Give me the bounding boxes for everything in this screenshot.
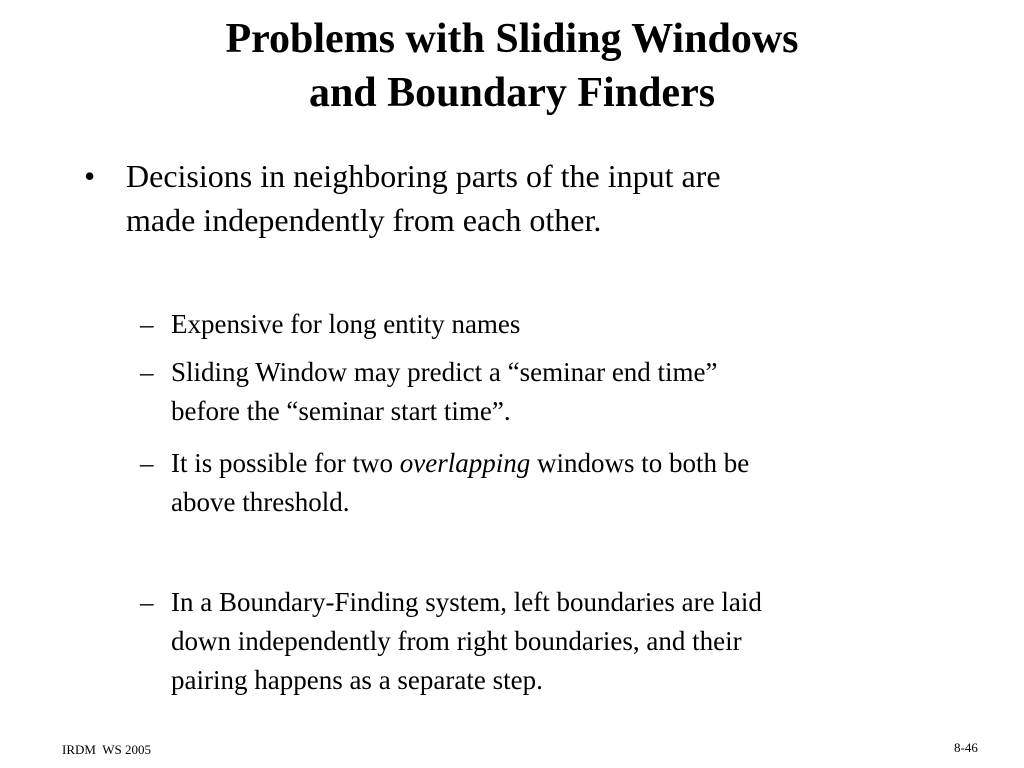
sub-item-text: In a Boundary-Finding system, left boundaries are laid [171, 587, 762, 617]
dash-icon: – [140, 357, 154, 387]
dash-icon: – [140, 448, 154, 478]
sub-item-text: before the “seminar start time”. [171, 396, 511, 426]
bullet-text-line-1: Decisions in neighboring parts of the input are [126, 158, 721, 194]
emphasis-overlapping: overlapping [399, 448, 531, 478]
dash-icon: – [140, 587, 154, 617]
sub-item-boundary-finding [140, 583, 940, 700]
sub-item-text: down independently from right boundaries, and their [171, 626, 742, 656]
title-line-1: Problems with Sliding Windows [225, 16, 799, 62]
page-number: 8-46 [954, 740, 978, 755]
footer-course-label: IRDM WS 2005 [62, 742, 151, 757]
title-line-2: and Boundary Finders [308, 70, 716, 116]
sub-item-sliding-window [140, 353, 940, 431]
sub-item-text-pre: It is possible for two [171, 448, 400, 478]
sub-item-text: Expensive for long entity names [171, 309, 521, 339]
sub-item-text: above threshold. [171, 487, 350, 517]
sub-item-text-post: windows to both be [530, 448, 750, 478]
dash-icon: – [140, 309, 154, 339]
bullet-text-line-2: made independently from each other. [126, 202, 602, 238]
sub-item-expensive [140, 305, 940, 344]
sub-item-text: pairing happens as a separate step. [171, 665, 543, 695]
bullet-icon: • [84, 158, 96, 194]
slide-title [0, 12, 1024, 120]
sub-item-overlapping [140, 444, 940, 522]
sub-item-text [171, 444, 940, 483]
main-bullet [84, 154, 884, 242]
sub-item-text: Sliding Window may predict a “seminar end time” [171, 357, 718, 387]
